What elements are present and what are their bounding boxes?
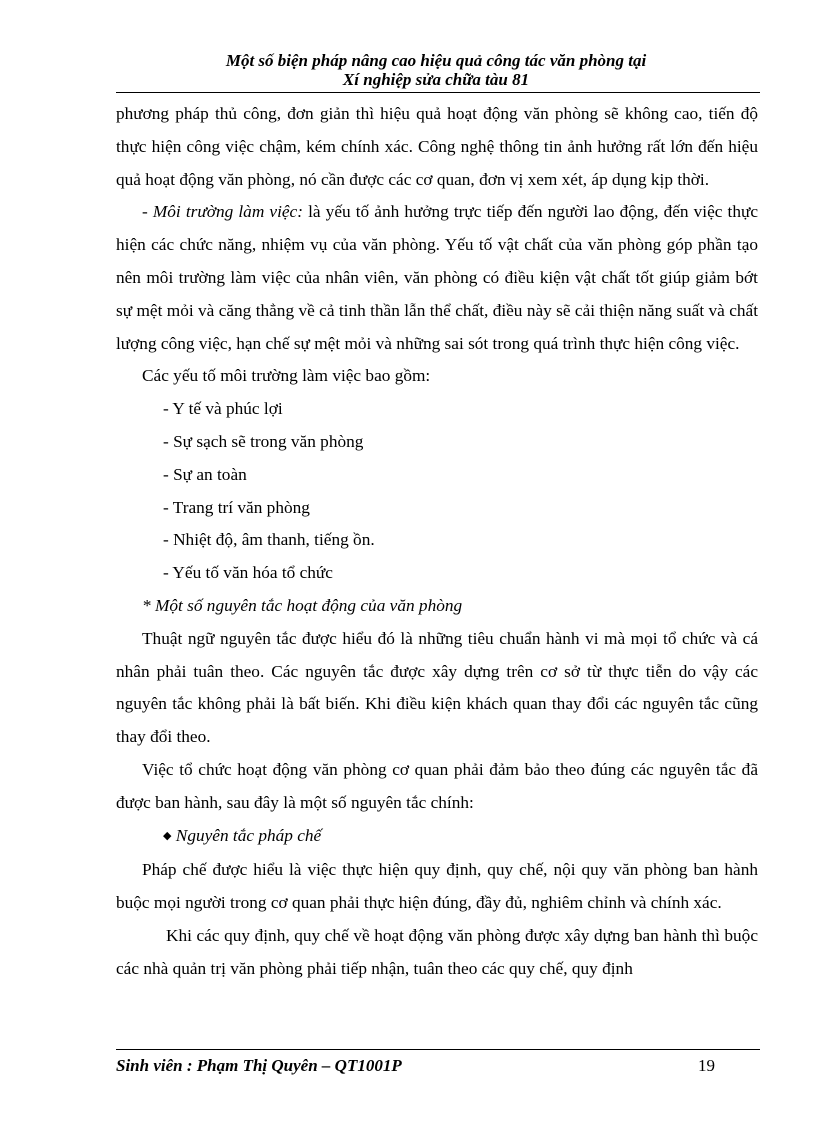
dash-prefix: - — [142, 202, 153, 222]
paragraph-work-environment-text: là yếu tố ảnh hưởng trực tiếp đến người lao động, đến việc thực hiện các chức năng, nhiệm vụ của văn phòng. Yếu tố vật chất của văn phòng góp phần tạo nên môi trường làm việc của nhân viên, văn phòng có điều kiện vật chất tốt giúp giảm bớt sự mệt mỏi và căng thẳng về cả tinh thần lẫn thể chất, điều này sẽ cải thiện năng suất và chất lượng công việc, hạn chế sự mệt mỏi và những sai sót trong quá trình thực hiện công việc. — [116, 202, 758, 353]
list-item: - Y tế và phúc lợi — [163, 399, 283, 419]
term-work-environment: Môi trường làm việc: — [152, 202, 303, 222]
bullet-heading-text: Nguyên tắc pháp chế — [175, 825, 322, 845]
header-title-line-1: Một số biện pháp nâng cao hiệu quả công tác văn phòng tại — [225, 51, 647, 70]
diamond-bullet-icon: ◆ — [163, 828, 172, 842]
list-item: - Trang trí văn phòng — [163, 497, 310, 517]
header-title-line-2: Xí nghiệp sửa chữa tàu 81 — [342, 70, 530, 89]
page-number: 19 — [698, 1056, 715, 1075]
header-divider — [116, 92, 760, 93]
paragraph-factors-intro: Các yếu tố môi trường làm việc bao gồm: — [142, 366, 431, 386]
list-item: - Sự sạch sẽ trong văn phòng — [163, 431, 364, 451]
list-item: - Nhiệt độ, âm thanh, tiếng ồn. — [163, 530, 375, 550]
paragraph-legality: Pháp chế được hiểu là việc thực hiện quy định, quy chế, nội quy văn phòng ban hành buộc mọi người trong cơ quan phải thực hiện đúng, đầy đủ, nghiêm chỉnh và chính xác. — [116, 860, 758, 913]
paragraph-principles-intro: Việc tổ chức hoạt động văn phòng cơ quan phải đảm bảo theo đúng các nguyên tắc đã được ban hành, sau đây là một số nguyên tắc chính: — [116, 759, 758, 812]
page-footer — [116, 1054, 760, 1078]
list-item: - Sự an toàn — [163, 464, 247, 484]
page-header — [116, 51, 756, 89]
list-item: - Yếu tố văn hóa tổ chức — [163, 563, 333, 583]
paragraph-regulations: Khi các quy định, quy chế về hoạt động văn phòng được xây dựng ban hành thì buộc các nhà quản trị văn phòng phải tiếp nhận, tuân theo các quy chế, quy định — [116, 925, 758, 978]
paragraph-continued: phương pháp thủ công, đơn giản thì hiệu quả hoạt động văn phòng sẽ không cao, tiến độ thực hiện công việc chậm, kém chính xác. Công nghệ thông tin ảnh hưởng rất lớn đến hiệu quả hoạt động văn phòng, nó cần được các cơ quan, đơn vị xem xét, áp dụng kịp thời. — [116, 104, 758, 189]
footer-author: Sinh viên : Phạm Thị Quyên – QT1001P — [116, 1056, 402, 1075]
section-heading: * Một số nguyên tắc hoạt động của văn phòng — [142, 595, 463, 615]
paragraph-work-environment — [116, 196, 758, 360]
page-body — [116, 98, 758, 986]
footer-divider — [116, 1049, 760, 1050]
paragraph-principle-definition: Thuật ngữ nguyên tắc được hiểu đó là những tiêu chuẩn hành vi mà mọi tổ chức và cá nhân phải tuân theo. Các nguyên tắc được xây dựng trên cơ sở từ thực tiễn do vậy các nguyên tắc không phải là bất biến. Khi điều kiện khách quan thay đổi các nguyên tắc cũng thay đổi theo. — [116, 628, 758, 747]
bullet-heading — [116, 820, 758, 855]
